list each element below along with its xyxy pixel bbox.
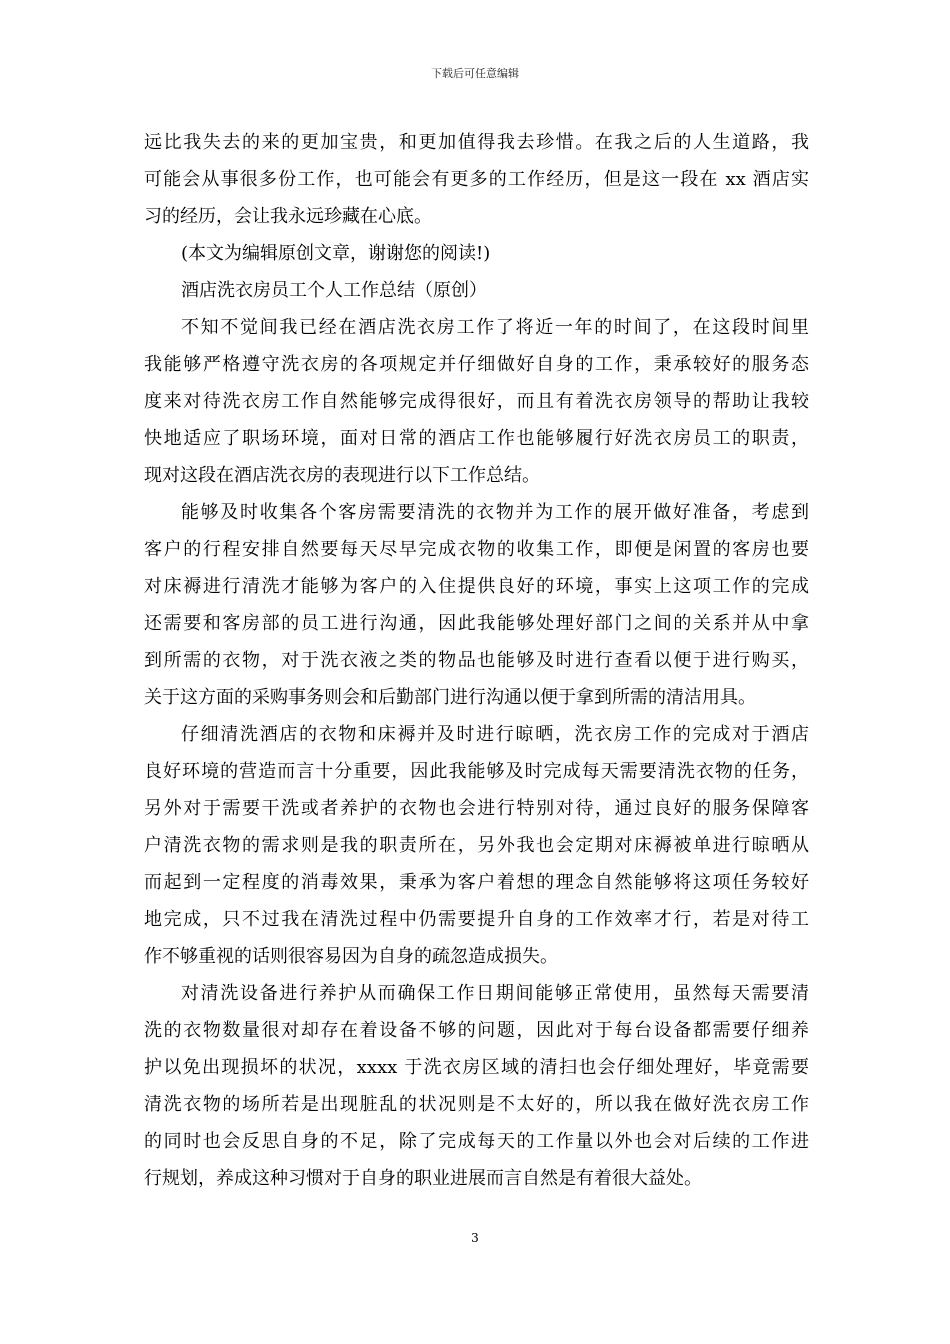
text-line: 的同时也会反思自身的不足，除了完成每天的工作量以外也会对后续的工作进 (144, 1131, 809, 1152)
text-line: 洗的衣物数量很对却存在着设备不够的问题，因此对于每台设备都需要仔细养 (144, 1020, 809, 1041)
text-line: 地完成，只不过我在清洗过程中仍需要提升自身的工作效率才行，若是对待工 (144, 909, 809, 930)
text-line: 不知不觉间我已经在酒店洗衣房工作了将近一年的时间了，在这段时间里 (181, 317, 809, 338)
text-line: 良好环境的营造而言十分重要，因此我能够及时完成每天需要清洗衣物的任务， (144, 761, 809, 782)
text-line: 作不够重视的话则很容易因为自身的疏忽造成损失。 (144, 946, 558, 967)
text-line: 关于这方面的采购事务则会和后勤部门进行沟通以便于拿到所需的清洁用具。 (144, 687, 756, 708)
text-line: 对清洗设备进行养护从而确保工作日期间能够正常使用，虽然每天需要清 (181, 983, 809, 1004)
text-line: 到所需的衣物，对于洗衣液之类的物品也能够及时进行查看以便于进行购买， (144, 650, 809, 671)
text-line: 习的经历，会让我永远珍藏在心底。 (144, 206, 432, 227)
text-line: 快地适应了职场环境，面对日常的酒店工作也能够履行好洗衣房员工的职责， (144, 428, 809, 449)
text-line: 远比我失去的来的更加宝贵，和更加值得我去珍惜。在我之后的人生道路，我 (144, 132, 809, 153)
text-line: 另外对于需要干洗或者养护的衣物也会进行特别对待，通过良好的服务保障客 (144, 798, 809, 819)
text-line: 而起到一定程度的消毒效果，秉承为客户着想的理念自然能够将这项任务较好 (144, 872, 809, 893)
document-body (144, 124, 809, 1197)
text-line: 护以免出现损坏的状况，xxxx 于洗衣房区域的清扫也会仔细处理好，毕竟需要 (144, 1057, 809, 1078)
text-line: 行规划，养成这种习惯对于自身的职业进展而言自然是有着很大益处。 (144, 1168, 702, 1189)
text-line: 我能够严格遵守洗衣房的各项规定并仔细做好自身的工作，秉承较好的服务态 (144, 354, 809, 375)
text-line: 对床褥进行清洗才能够为客户的入住提供良好的环境，事实上这项工作的完成 (144, 576, 809, 597)
text-line: 能够及时收集各个客房需要清洗的衣物并为工作的展开做好准备，考虑到 (181, 502, 809, 523)
text-line: 户清洗衣物的需求则是我的职责所在，另外我也会定期对床褥被单进行晾晒从 (144, 835, 809, 856)
text-line: 客户的行程安排自然要每天尽早完成衣物的收集工作，即便是闲置的客房也要 (144, 539, 809, 560)
page-number: 3 (471, 1231, 479, 1245)
text-line: 现对这段在酒店洗衣房的表现进行以下工作总结。 (144, 465, 540, 486)
section-title: 酒店洗衣房员工个人工作总结（原创） (181, 280, 487, 301)
text-line: 仔细清洗酒店的衣物和床褥并及时进行晾晒，洗衣房工作的完成对于酒店 (181, 724, 809, 745)
text-line: 清洗衣物的场所若是出现脏乱的状况则是不太好的，所以我在做好洗衣房工作 (144, 1094, 809, 1115)
text-line: 可能会从事很多份工作，也可能会有更多的工作经历，但是这一段在 xx 酒店实 (144, 169, 809, 190)
text-line: 度来对待洗衣房工作自然能够完成得很好，而且有着洗衣房领导的帮助让我较 (144, 391, 809, 412)
text-line: (本文为编辑原创文章，谢谢您的阅读!) (181, 243, 491, 264)
text-line: 还需要和客房部的员工进行沟通，因此我能够处理好部门之间的关系并从中拿 (144, 613, 809, 634)
page-header: 下载后可任意编辑 (431, 67, 519, 80)
